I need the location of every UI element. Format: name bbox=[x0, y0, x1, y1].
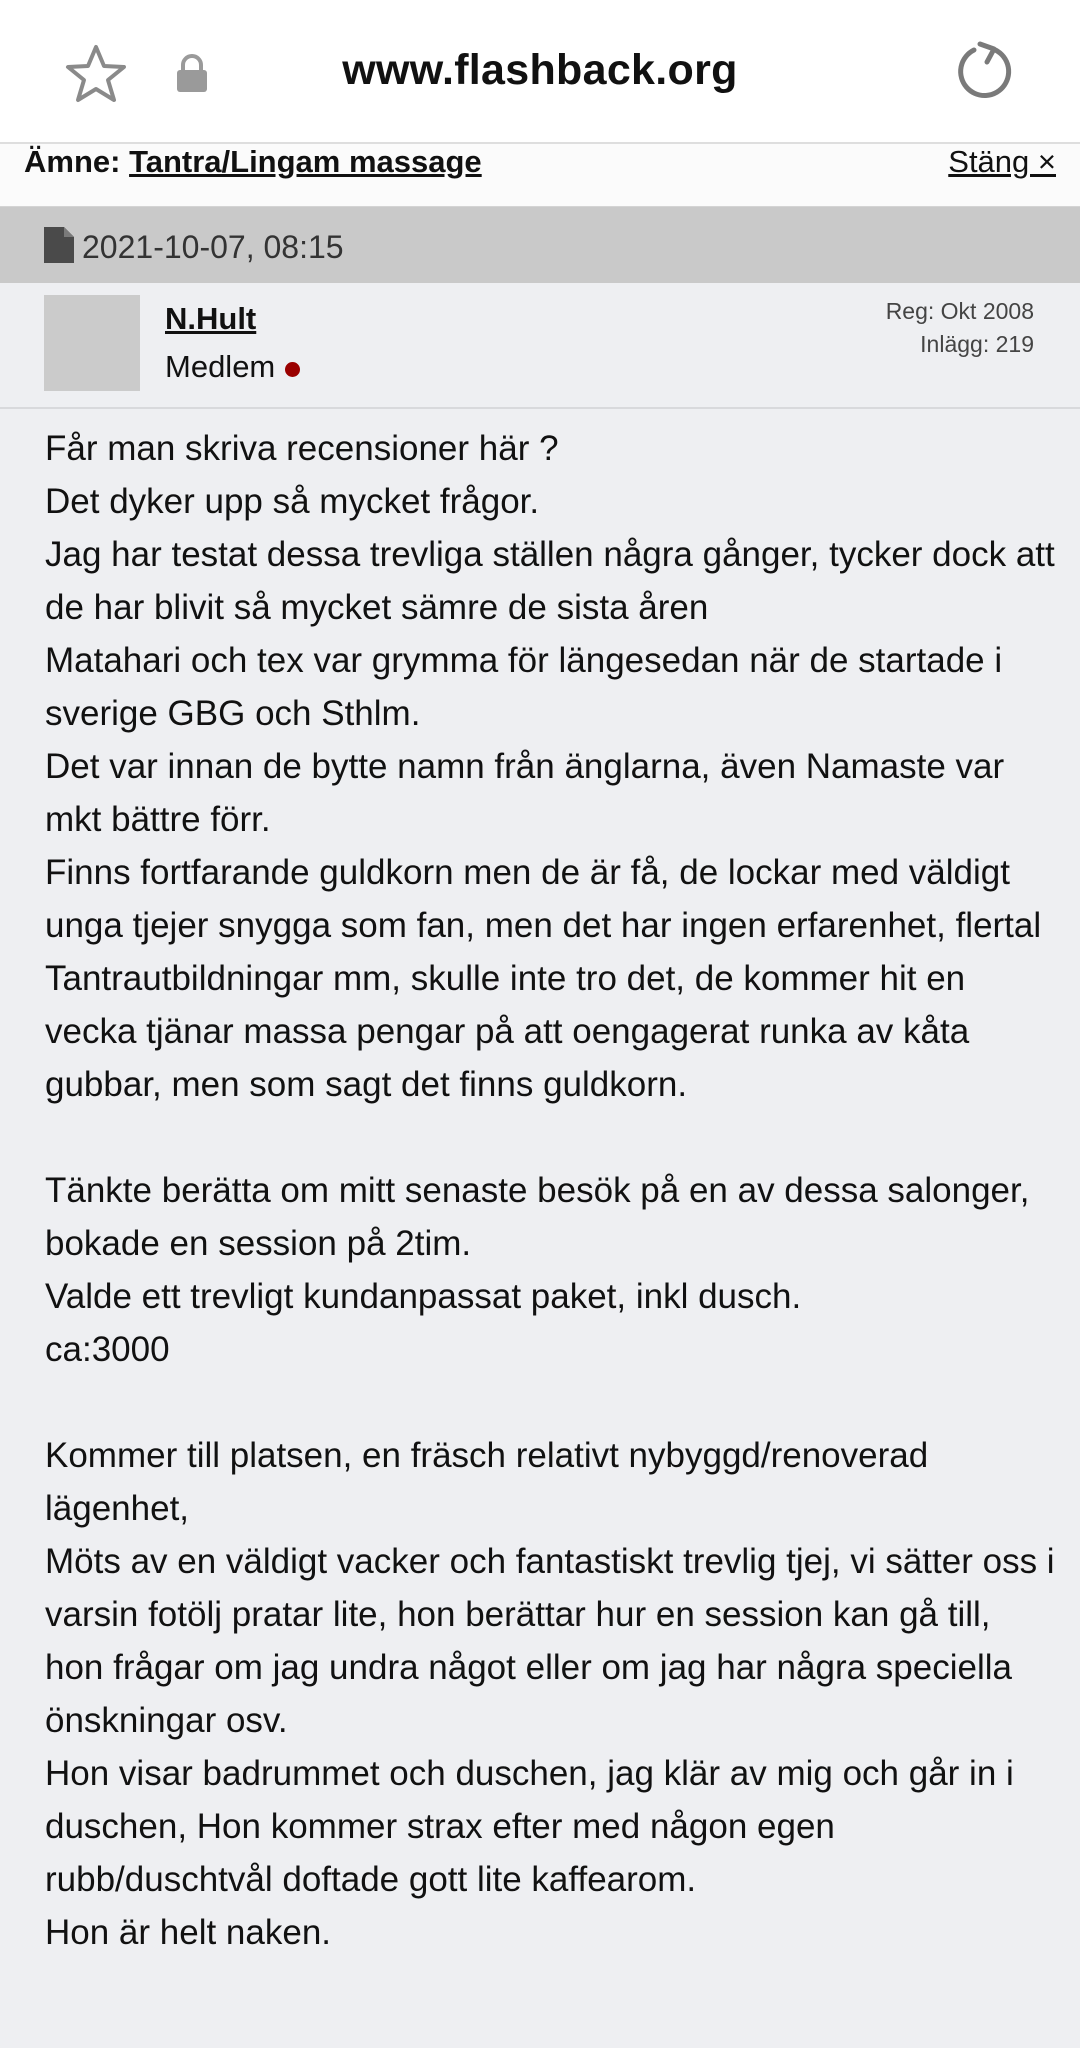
post-paragraph: Matahari och tex var grymma för längesedan när de startade i sverige GBG och Sthlm. bbox=[45, 641, 1012, 733]
post-paragraph: Tänkte berätta om mitt senaste besök på en av dessa salonger, bokade en session på 2tim. bbox=[45, 1171, 1040, 1263]
post-paragraph: Det dyker upp så mycket frågor. bbox=[45, 482, 540, 521]
thread-subject-bar bbox=[0, 144, 1080, 207]
post-paragraph: Hon visar badrummet och duschen, jag klär av mig och går in i duschen, Hon kommer strax efter med någon egen rubb/duschtvål doftade gott lite kaffearom. bbox=[45, 1754, 1024, 1899]
thread-subject bbox=[24, 144, 482, 180]
avatar[interactable] bbox=[44, 295, 140, 391]
post-paragraph: Kommer till platsen, en fräsch relativt nybyggd/renoverad lägenhet, bbox=[45, 1436, 938, 1528]
post-paragraph: Det var innan de bytte namn från änglarna, även Namaste var mkt bättre förr. bbox=[45, 747, 1014, 839]
post-paragraph: Möts av en väldigt vacker och fantastiskt trevlig tjej, vi sätter oss i varsin fotölj pratar lite, hon berättar hur en session kan gå till, hon frågar om jag undra något eller om jag har några speciella önskningar osv. bbox=[45, 1542, 1065, 1740]
reload-icon[interactable] bbox=[954, 40, 1016, 102]
post-paragraph: Hon är helt naken. bbox=[45, 1913, 332, 1952]
post-paragraph: ca:3000 bbox=[45, 1330, 170, 1369]
online-status-icon bbox=[285, 362, 300, 377]
post-header bbox=[0, 207, 1080, 283]
author-meta bbox=[886, 295, 1034, 361]
author-role bbox=[165, 349, 300, 385]
post-date: 2021-10-07, 08:15 bbox=[82, 229, 344, 265]
address-bar-url[interactable]: www.flashback.org bbox=[342, 46, 738, 94]
paragraph-spacer bbox=[45, 1376, 1055, 1429]
post-paragraph: Jag har testat dessa trevliga ställen några gånger, tycker dock att de har blivit så mycket sämre de sista åren bbox=[45, 535, 1065, 627]
post-body bbox=[45, 422, 1065, 1959]
author-name-link[interactable]: N.Hult bbox=[165, 301, 257, 336]
post-author-block bbox=[0, 283, 1080, 409]
author-role-label: Medlem bbox=[165, 349, 276, 384]
close-link[interactable]: Stäng × bbox=[948, 144, 1056, 179]
subject-title-link[interactable]: Tantra/Lingam massage bbox=[129, 144, 482, 179]
paragraph-spacer bbox=[45, 1111, 1055, 1164]
browser-toolbar bbox=[0, 0, 1080, 144]
post-paragraph: Får man skriva recensioner här ? bbox=[45, 429, 559, 468]
document-icon bbox=[44, 227, 74, 263]
author-registered: Reg: Okt 2008 bbox=[885, 298, 1034, 324]
subject-label: Ämne: bbox=[24, 144, 121, 179]
author-post-count: Inlägg: 219 bbox=[920, 331, 1034, 357]
post-paragraph: Valde ett trevligt kundanpassat paket, inkl dusch. bbox=[45, 1277, 802, 1316]
post-paragraph: Finns fortfarande guldkorn men de är få, de lockar med väldigt unga tjejer snygga som fan, men det har ingen erfarenhet, flertal Tantrautbildningar mm, skulle inte tro det, de kommer hit en vecka tjänar massa pengar på att oengagerat runka av kåta gubbar, men som sagt det finns guldkorn. bbox=[45, 853, 1051, 1104]
